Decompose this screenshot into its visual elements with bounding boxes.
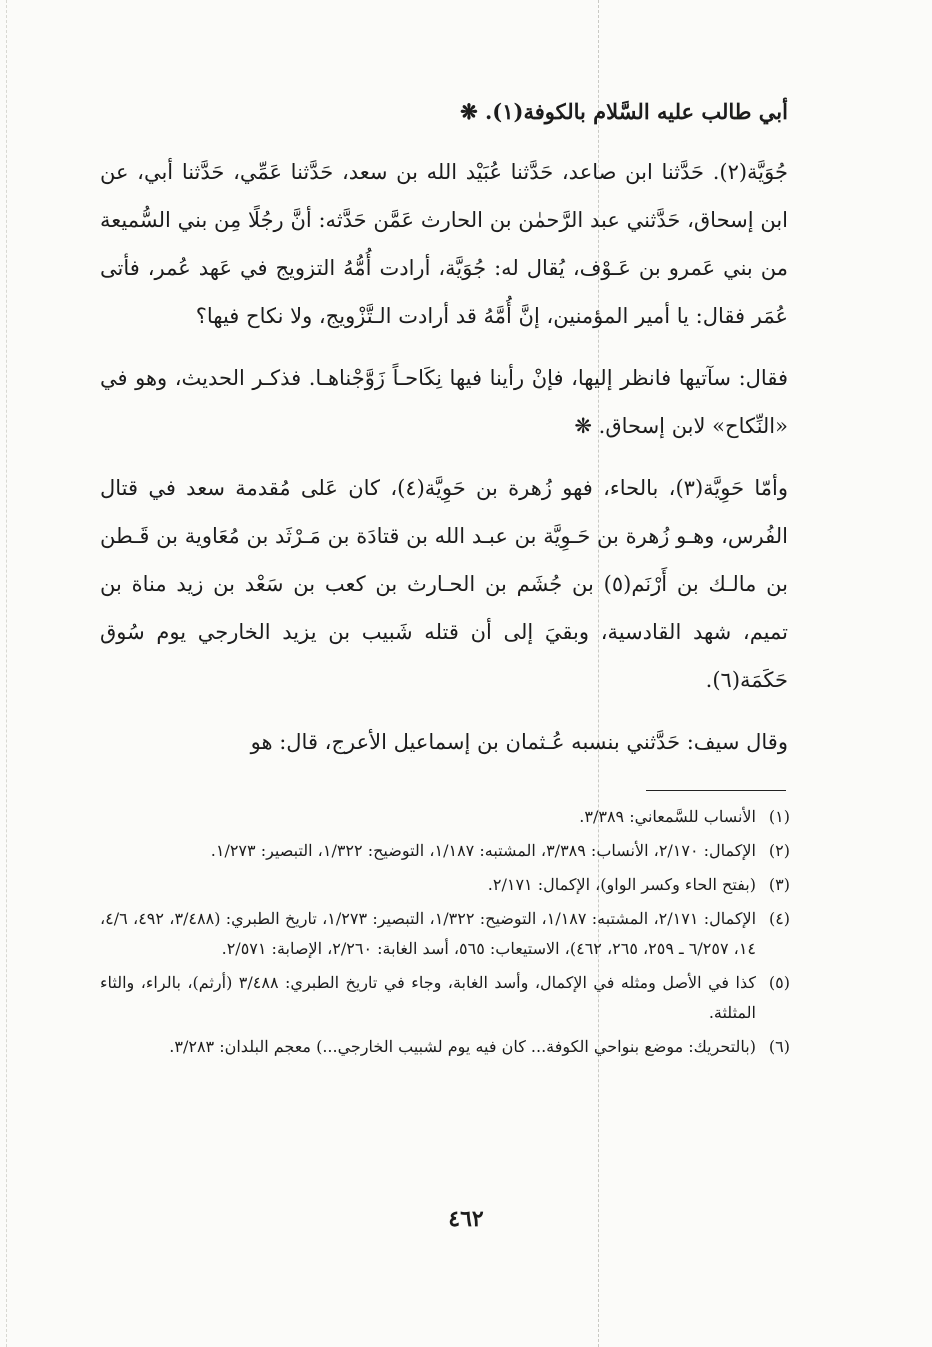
main-text: [100, 88, 788, 780]
footnote-separator: [646, 790, 786, 791]
footnote: [100, 968, 790, 1028]
footnote-text: (بالتحريك: موضع بنواحي الكوفة... كان فيه يوم لشبيب الخارجي...) معجم البلدان: ٣/٢٨٣.: [169, 1037, 756, 1056]
paragraph-hawiyya: وأمّا حَوِيَّة(٣)، بالحاء، فهو زُهرة بن حَوِيَّة(٤)، كان عَلى مُقدمة سعد في قتال الفُرس، وهـو زُهرة بن حَـوِيَّة بن عبـد الله بن قتادَة بن مَـرْثَد بن مُعَاوية بن قَـطن بن مالـك بن أَرْنَم(٥) بن جُشَم بن الحـارث بن كعب بن سَعْد بن زيد مناة بن تميم، شهد القادسية، وبقيَ إلى أن قتله شَبيب بن يزيد الخارجي يوم سُوق حَكَمَة(٦).: [100, 476, 788, 692]
footnote-number: (٦): [768, 1037, 790, 1056]
footnote-text: الإكمال: ٢/١٧٠، الأنساب: ٣/٣٨٩، المشتبه: ١/١٨٧، التوضيح: ١/٣٢٢، التبصير: ١/٢٧٣.: [210, 841, 756, 860]
paragraph-umar-reply: فقال: سآتيها فانظر إليها، فإنْ رأينا فيها نِكَاحـاً زَوَّجْناهـا. فذكـر الحديث، وهو في «النِّكاح» لابن إسحاق. ❋: [100, 366, 788, 438]
footnote-text: الإكمال: ٢/١٧١، المشتبه: ١/١٨٧، التوضيح: ١/٣٢٢، التبصير: ١/٢٧٣، تاريخ الطبري: (٣/٤٨٨، ٤٩٢، ٤/٦، ١٤، ٦/٢٥٧ ـ ٢٥٩، ٢٦٥، ٤٦٢)، الاستيعاب: ٥٦٥، أسد الغابة: ٢/٢٦٠، الإصابة: ٢/٥٧١.: [100, 909, 757, 958]
footnote: [100, 870, 790, 900]
paragraph-juwayya: جُوَيَّة(٢). حَدَّثنا ابن صاعد، حَدَّثنا عُبَيْد الله بن سعد، حَدَّثنا عَمِّي، حَدَّثنا أبي، عن ابن إسحاق، حَدَّثني عبد الرَّحمٰن بن الحارث عَمَّن حَدَّثه: أنَّ رجُلًا مِن بني السُّميعة من بني عَمرو بن عَـوْف، يُقال له: جُوَيَّة، أرادت أُمُّهُ التزويج في عَهد عُمر، فأتى عُمَر فقال: يا أمير المؤمنين، إنَّ أُمَّهُ قد أرادت الـتَّزْويج، ولا نكاح فيها؟: [100, 160, 788, 328]
page-edge-crease: [6, 0, 7, 1347]
footnote-number: (٢): [768, 841, 790, 860]
footnote-number: (٤): [768, 909, 791, 928]
footnote-text: الأنساب للسَّمعاني: ٣/٣٨٩.: [579, 807, 756, 826]
footnote: [100, 904, 790, 964]
footnote: [100, 802, 790, 832]
page-number: ٤٦٢: [448, 1206, 484, 1232]
footnote-text: (بفتح الحاء وكسر الواو)، الإكمال: ٢/١٧١.: [487, 875, 756, 894]
footnote-number: (١): [768, 807, 790, 826]
footnote-number: (٣): [768, 875, 790, 894]
footnote: [100, 836, 790, 866]
footnote: [100, 1032, 790, 1062]
footnote-text: كذا في الأصل ومثله في الإكمال، وأسد الغابة، وجاء في تاريخ الطبري: ٣/٤٨٨ (أرثم)، بالراء، والثاء المثلثة.: [100, 973, 756, 1022]
paragraph-sayf: وقال سيف: حَدَّثني بنسبه عُـثمان بن إسماعيل الأعرج، قال: هو: [250, 730, 788, 754]
paragraph-continuation: أبي طالب عليه السَّلام بالكوفة(١). ❋: [460, 99, 788, 124]
footnotes: [100, 802, 790, 1066]
footnote-number: (٥): [768, 973, 790, 992]
